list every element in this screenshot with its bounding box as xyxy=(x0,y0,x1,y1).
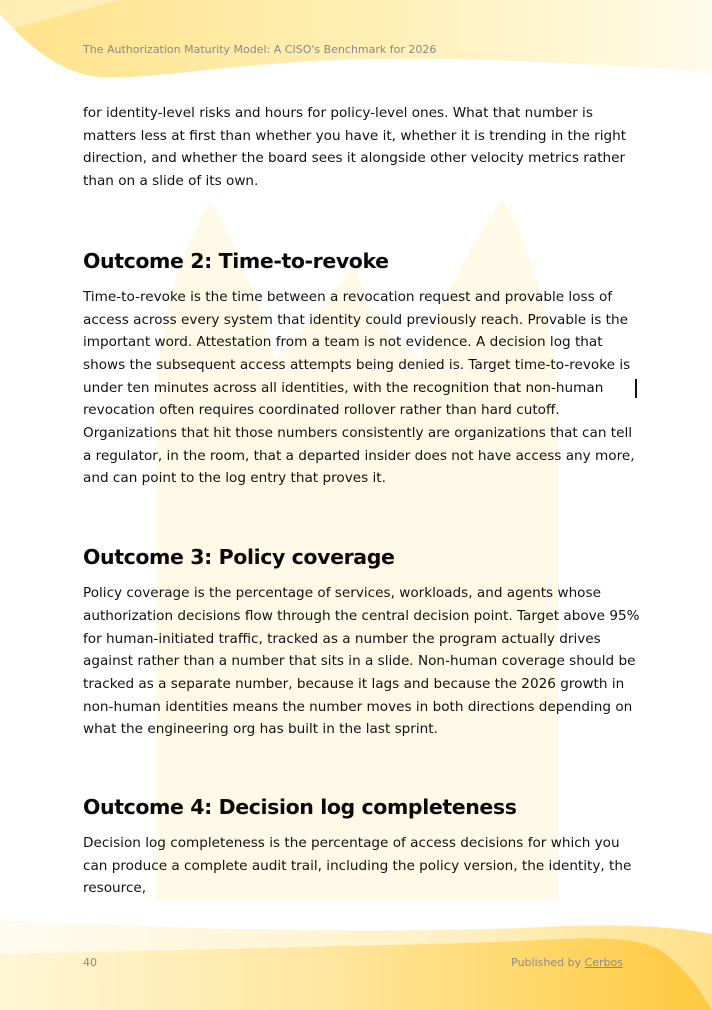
text-cursor-caret xyxy=(635,379,637,398)
published-by-label: Published by xyxy=(511,956,585,969)
intro-paragraph: for identity-level risks and hours for policy-level ones. What that number is matters less at first than whether you have it, whether it is trending in the right direction, and whether the board sees it alongside other velocity metrics rather than on a slide of its own. xyxy=(83,105,627,190)
publisher-link[interactable]: Cerbos xyxy=(584,956,623,969)
top-wave-shape xyxy=(0,0,712,77)
section-paragraph-outcome-3: Policy coverage is the percentage of services, workloads, and agents whose authorization decisions flow through the central decision point. Target above 95% for human-initiated traffic, tracked as a number the program actually drives against rather than a number that sits in a slide. Non-human coverage should be tracked as a separate number, because it lags and because the 2026 growth in non-human identities means the number moves in both directions depending on what the engineering org has built in the last sprint. xyxy=(83,585,640,738)
section-heading-outcome-2: Outcome 2: Time-to-revoke xyxy=(83,248,389,273)
document-body xyxy=(83,102,643,900)
footer-publisher xyxy=(511,956,623,969)
section-paragraph-outcome-2[interactable]: Time-to-revoke is the time between a revocation request and provable loss of access across every system that identity could previously reach. Provable is the important word. Attestation from a team is not evidence. A decision log that shows the subsequent access attempts being denied is. Target time-to-revoke is under ten minutes across all identities, with the recognition that non-human revocation often requires coordinated rollover rather than hard cutoff. Organizations that hit those numbers consistently are organizations that can tell a regulator, in the room, that a departed insider does not have access any more, and can point to the log entry that proves it. xyxy=(83,288,635,487)
section-paragraph-outcome-4: Decision log completeness is the percentage of access decisions for which you can produce a complete audit trail, including the policy version, the identity, the resource, xyxy=(83,835,632,897)
page-number: 40 xyxy=(83,956,97,969)
running-header-title: The Authorization Maturity Model: A CISO's Benchmark for 2026 xyxy=(83,43,437,56)
section-heading-outcome-3: Outcome 3: Policy coverage xyxy=(83,545,395,570)
section-heading-outcome-4: Outcome 4: Decision log completeness xyxy=(83,795,517,820)
